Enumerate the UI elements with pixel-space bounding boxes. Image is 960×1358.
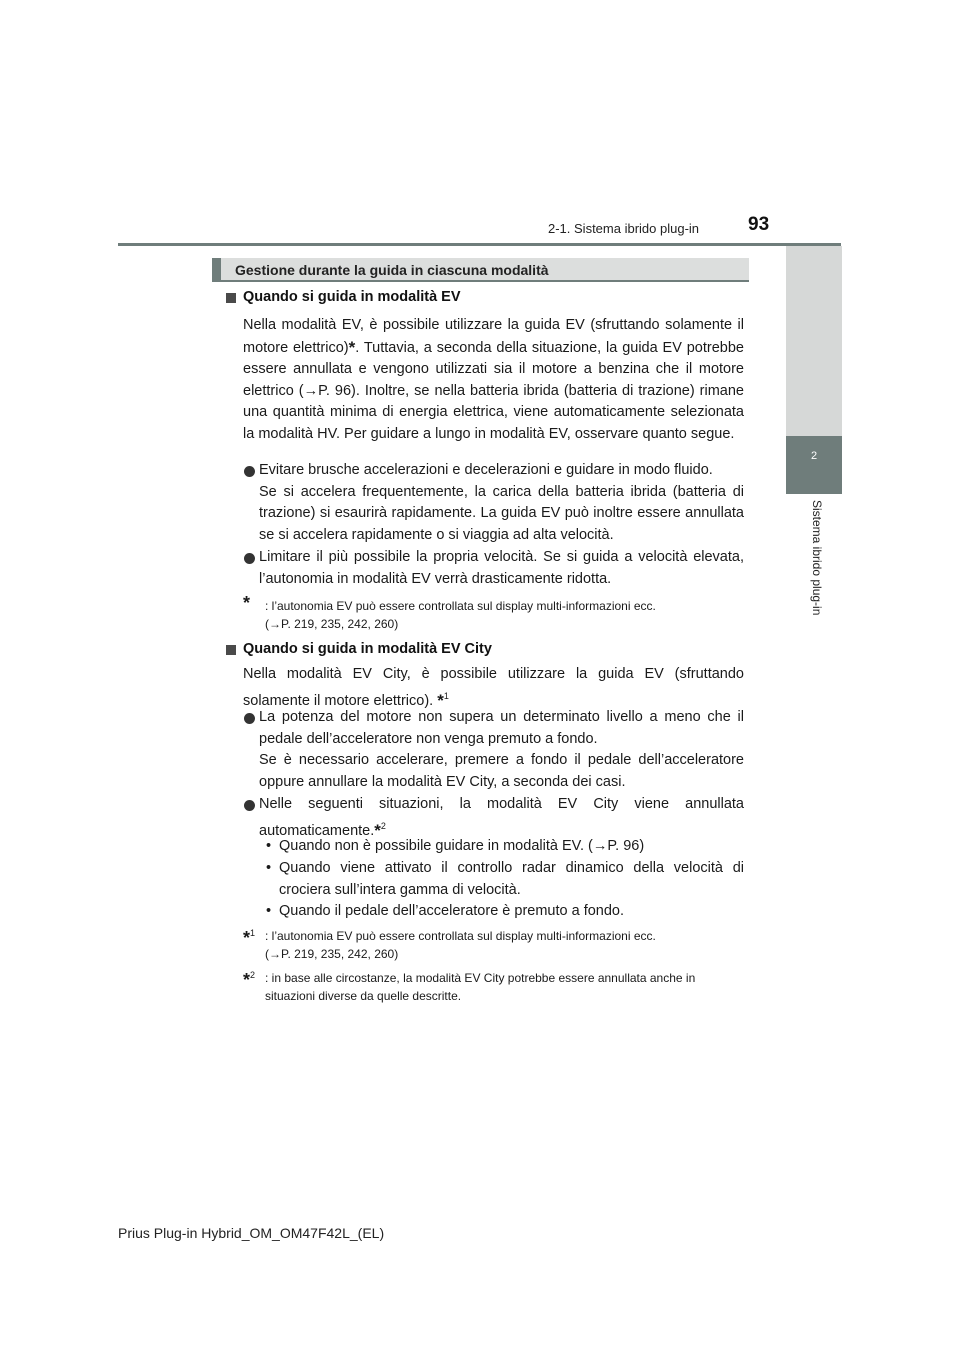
footnote-star-ref: *	[348, 337, 356, 357]
ev-city-heading: Quando si guida in modalità EV City	[243, 641, 492, 657]
sub-list-item: • Quando viene attivato il controllo radar dinamico della velocità di crociera sull’intera gamma di velocità.	[266, 858, 744, 901]
footnote-star: *	[243, 928, 251, 948]
ev-mode-bullet-1-line2: Se si accelera frequentemente, la carica della batteria ibrida (batteria di trazione) si esaurirà rapidamente. La guida EV può inoltre essere annullata se si accelera rapidamente o si viaggia ad alta velocità.	[259, 483, 744, 543]
footnote-star-ref: *	[437, 690, 444, 710]
bullet-icon	[244, 713, 255, 724]
footnote-star: *	[243, 593, 251, 613]
ev-mode-bullet-2: Limitare il più possibile la propria velocità. Se si guida a velocità elevata, l’autonomia in modalità EV verrà drasticamente ridotta.	[259, 549, 744, 587]
chapter-title: Sistema ibrido plug-in	[810, 500, 824, 616]
header-rule	[118, 243, 841, 246]
ev-city-bullet-1-line2: Se è necessario accelerare, premere a fondo il pedale dell’acceleratore oppure annullare la modalità EV City, a seconda dei casi.	[259, 752, 744, 790]
ev-city-footnote-2	[243, 966, 744, 1003]
footnote-number-ref: 1	[443, 690, 449, 701]
footnote-number: 1	[250, 928, 256, 938]
chapter-tab	[786, 436, 842, 494]
bullet-icon	[244, 800, 255, 811]
ev-city-para-text: Nella modalità EV City, è possibile utilizzare la guida EV (sfruttando solamente il motore elettrico).	[243, 666, 744, 709]
sub-list-item-text: Quando non è possibile guidare in modalità EV. (→P. 96)	[279, 838, 645, 854]
header-section-title: 2-1. Sistema ibrido plug-in	[548, 221, 700, 236]
ev-mode-para-a: Nella modalità EV, è possibile utilizzare la guida EV (sfruttando solamente il motore elettrico)	[243, 317, 744, 356]
sub-list-item: • Quando il pedale dell’acceleratore è premuto a fondo.	[266, 901, 744, 923]
page-number: 93	[748, 214, 770, 235]
ev-mode-bullet-1-line1: Evitare brusche accelerazioni e decelerazioni e guidare in modo fluido.	[259, 462, 713, 478]
footer-document-id: Prius Plug-in Hybrid_OM_OM47F42L_(EL)	[118, 1225, 385, 1241]
heading-square-icon	[226, 645, 236, 655]
ev-mode-para-b: . Tuttavia, a seconda della situazione, la guida EV potrebbe essere annullata e vengono utilizzati sia il motore a benzina che il motore elettrico (→P. 96). Inoltre, se nella batteria ibrida (batteria di trazione) rimane una quantità minima di energia elettrica, viene automaticamente selezionata la modalità HV. Per guidare a lungo in modalità EV, osservare quanto segue.	[243, 339, 744, 442]
ev-city-bullet-2	[259, 794, 744, 842]
ev-mode-footnote	[243, 593, 744, 631]
bullet-icon	[244, 553, 255, 564]
ev-city-footnote-2-text: : in base alle circostanze, la modalità EV City potrebbe essere annullata anche in situazioni diverse da quelle descritte.	[265, 971, 696, 1003]
sub-list-item-text: Quando il pedale dell’acceleratore è premuto a fondo.	[279, 903, 625, 919]
side-tab-background	[786, 246, 842, 436]
ev-city-footnote-1-line1: : l’autonomia EV può essere controllata sul display multi-informazioni ecc.	[265, 929, 656, 943]
chapter-number: 2	[810, 450, 818, 462]
footnote-star-ref: *	[374, 820, 381, 840]
footnote-number: 2	[250, 970, 256, 980]
ev-mode-paragraph	[243, 315, 744, 445]
ev-mode-heading: Quando si guida in modalità EV	[243, 289, 461, 305]
ev-city-footnote-1-line2: (→P. 219, 235, 242, 260)	[265, 947, 399, 961]
ev-city-bullet-1-line1: La potenza del motore non supera un determinato livello a meno che il pedale dell’acceleratore non venga premuto a fondo.	[259, 709, 744, 747]
footnote-number-ref: 2	[380, 820, 386, 831]
ev-city-bullet-1	[259, 707, 744, 793]
ev-city-footnote-1	[243, 924, 744, 961]
bullet-icon	[244, 466, 255, 477]
section-title: Gestione durante la guida in ciascuna modalità	[235, 262, 549, 278]
ev-city-bullet-2-text: Nelle seguenti situazioni, la modalità EV City viene annullata automaticamente.	[259, 796, 744, 839]
heading-square-icon	[226, 293, 236, 303]
sub-list-item-text: Quando viene attivato il controllo radar dinamico della velocità di crociera sull’intera gamma di velocità.	[279, 860, 744, 898]
ev-mode-footnote-line1: : l’autonomia EV può essere controllata sul display multi-informazioni ecc.	[265, 599, 656, 613]
footnote-star: *	[243, 970, 251, 990]
section-title-bar	[212, 258, 749, 282]
ev-mode-bullet-1	[259, 460, 744, 546]
ev-mode-footnote-line2: (→P. 219, 235, 242, 260)	[265, 617, 399, 631]
sub-list-item: • Quando non è possibile guidare in modalità EV. (→P. 96)	[266, 836, 744, 858]
ev-city-paragraph	[243, 664, 744, 712]
